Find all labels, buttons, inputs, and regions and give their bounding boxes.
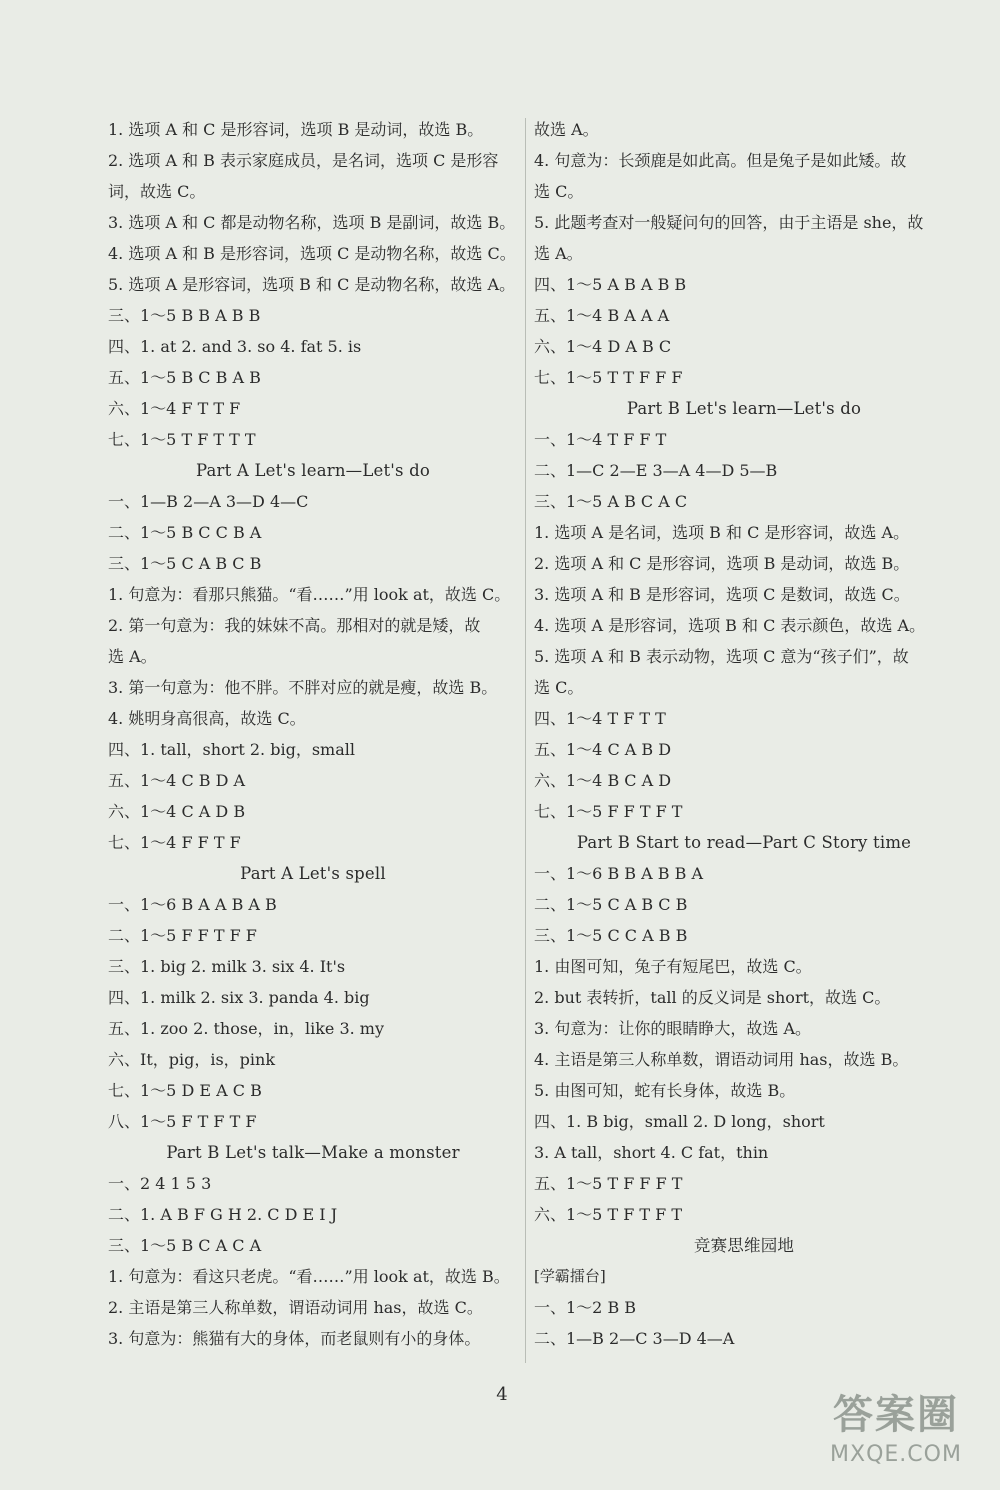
answer-line: 故选 A。 (534, 120, 599, 139)
section-heading: Part B Let's learn—Let's do (626, 399, 862, 418)
answer-line: 二、1～5 F F T F F (108, 926, 257, 945)
answer-line: 5. 选项 A 是形容词，选项 B 和 C 是动物名称，故选 A。 (108, 275, 516, 294)
answer-line: 四、1. at 2. and 3. so 4. fat 5. is (108, 337, 362, 356)
section-heading: Part A Let's learn—Let's do (195, 461, 431, 480)
answer-line: 3. 句意为：熊猫有大的身体，而老鼠则有小的身体。 (108, 1329, 481, 1348)
answer-line: 三、1～5 C C A B B (534, 926, 688, 945)
answer-line: 2. but 表转折，tall 的反义词是 short，故选 C。 (534, 988, 891, 1007)
answer-line: 四、1～4 T F T T (534, 709, 666, 728)
answer-line: 4. 选项 A 是形容词，选项 B 和 C 表示颜色，故选 A。 (534, 616, 926, 635)
answer-line: 六、1～4 C A D B (108, 802, 246, 821)
answer-line: 一、1～2 B B (534, 1298, 637, 1317)
answer-line: 六、1～5 T F T F T (534, 1205, 683, 1224)
answer-line: 三、1～5 B C A C A (108, 1236, 262, 1255)
answer-line: 5. 由图可知，蛇有长身体，故选 B。 (534, 1081, 796, 1100)
answer-line: 七、1～5 T F T T T (108, 430, 256, 449)
answer-line: 六、1～4 D A B C (534, 337, 672, 356)
answer-line: 三、1～5 A B C A C (534, 492, 688, 511)
answer-line: 4. 主语是第三人称单数，谓语动词用 has，故选 B。 (534, 1050, 909, 1069)
left-column (108, 114, 518, 1354)
answer-line: 七、1～4 F F T F (108, 833, 241, 852)
answer-line: 3. 选项 A 和 B 是形容词，选项 C 是数词，故选 C。 (534, 585, 910, 604)
answer-line: 五、1. zoo 2. those，in，like 3. my (108, 1019, 385, 1038)
answer-line: 1. 选项 A 和 C 是形容词，选项 B 是动词，故选 B。 (108, 120, 484, 139)
answer-line: 3. 句意为：让你的眼睛睁大，故选 A。 (534, 1019, 811, 1038)
answer-line: 六、It，pig，is，pink (108, 1050, 276, 1069)
watermark-text: 答案圈 (833, 1392, 959, 1438)
answer-line: 八、1～5 F T F T F (108, 1112, 257, 1131)
answer-line: 六、1～4 F T T F (108, 399, 241, 418)
answer-line: 五、1～4 C B D A (108, 771, 246, 790)
answer-line: 六、1～4 B C A D (534, 771, 672, 790)
answer-line: 2. 主语是第三人称单数，谓语动词用 has，故选 C。 (108, 1298, 483, 1317)
answer-line: 一、1～6 B A A B A B (108, 895, 277, 914)
right-column (534, 114, 954, 1354)
watermark-url: MXQE.COM (830, 1442, 962, 1467)
answer-line: 二、1—B 2—C 3—D 4—A (534, 1329, 735, 1348)
section-heading: Part B Let's talk—Make a monster (166, 1143, 460, 1162)
answer-line: 5. 选项 A 和 B 表示动物，选项 C 意为“孩子们”，故 (534, 647, 909, 666)
answer-line: 4. 句意为：长颈鹿是如此高。但是兔子是如此矮。故 (534, 151, 907, 170)
answer-line: 1. 由图可知，兔子有短尾巴，故选 C。 (534, 957, 812, 976)
section-heading: Part A Let's spell (240, 864, 386, 883)
answer-line: 2. 选项 A 和 C 是形容词，选项 B 是动词，故选 B。 (534, 554, 910, 573)
answer-line: 3. A tall，short 4. C fat，thin (534, 1143, 769, 1162)
answer-line: 四、1. tall，short 2. big，small (108, 740, 355, 759)
answer-line: 二、1. A B F G H 2. C D E I J (108, 1205, 338, 1224)
answer-line: 五、1～4 B A A A (534, 306, 670, 325)
answer-line: 四、1～5 A B A B B (534, 275, 687, 294)
answer-line: 一、1～4 T F F T (534, 430, 667, 449)
answer-line: 三、1～5 B B A B B (108, 306, 261, 325)
answer-line: 1. 句意为：看这只老虎。“看……”用 look at，故选 B。 (108, 1267, 510, 1286)
answer-line: 二、1～5 C A B C B (534, 895, 688, 914)
answer-line: 4. 姚明身高很高，故选 C。 (108, 709, 306, 728)
answer-line: 二、1—C 2—E 3—A 4—D 5—B (534, 461, 778, 480)
section-heading: Part B Start to read—Part C Story time (576, 833, 912, 852)
answer-line: 1. 句意为：看那只熊猫。“看……”用 look at，故选 C。 (108, 585, 511, 604)
answer-line: 四、1. milk 2. six 3. panda 4. big (108, 988, 370, 1007)
page-number: 4 (496, 1384, 508, 1405)
answer-line: 选 C。 (534, 678, 584, 697)
answer-line: 七、1～5 D E A C B (108, 1081, 262, 1100)
answer-line: 四、1. B big，small 2. D long，short (534, 1112, 825, 1131)
answer-line: 三、1～5 C A B C B (108, 554, 262, 573)
answer-line: 选 A。 (108, 647, 157, 666)
answer-line: 五、1～5 B C B A B (108, 368, 261, 387)
answer-line: 七、1～5 F F T F T (534, 802, 683, 821)
answer-line: 五、1～5 T F F F T (534, 1174, 683, 1193)
answer-line: 二、1～5 B C C B A (108, 523, 262, 542)
answer-line: 2. 第一句意为：我的妹妹不高。那相对的就是矮，故 (108, 616, 481, 635)
answer-line: 词，故选 C。 (108, 182, 206, 201)
answer-line: 5. 此题考查对一般疑问句的回答，由于主语是 she，故 (534, 213, 924, 232)
answer-line: 选 A。 (534, 244, 583, 263)
section-heading: 竞赛思维园地 (693, 1236, 795, 1255)
answer-line: 2. 选项 A 和 B 表示家庭成员，是名词，选项 C 是形容 (108, 151, 499, 170)
answer-line: 一、1～6 B B A B B A (534, 864, 704, 883)
answer-line: 一、1—B 2—A 3—D 4—C (108, 492, 309, 511)
answer-line: 三、1. big 2. milk 3. six 4. It's (108, 957, 346, 976)
answer-line: 3. 选项 A 和 C 都是动物名称，选项 B 是副词，故选 B。 (108, 213, 516, 232)
answer-line: 五、1～4 C A B D (534, 740, 672, 759)
section-label: [学霸擂台] (534, 1267, 606, 1285)
answer-line: 4. 选项 A 和 B 是形容词，选项 C 是动物名称，故选 C。 (108, 244, 516, 263)
answer-line: 选 C。 (534, 182, 584, 201)
column-divider (525, 118, 526, 1363)
answer-line: 1. 选项 A 是名词，选项 B 和 C 是形容词，故选 A。 (534, 523, 910, 542)
answer-line: 一、2 4 1 5 3 (108, 1174, 212, 1193)
answer-line: 3. 第一句意为：他不胖。不胖对应的就是瘦，故选 B。 (108, 678, 498, 697)
watermark-logo (806, 1390, 986, 1482)
answer-line: 七、1～5 T T F F F (534, 368, 683, 387)
